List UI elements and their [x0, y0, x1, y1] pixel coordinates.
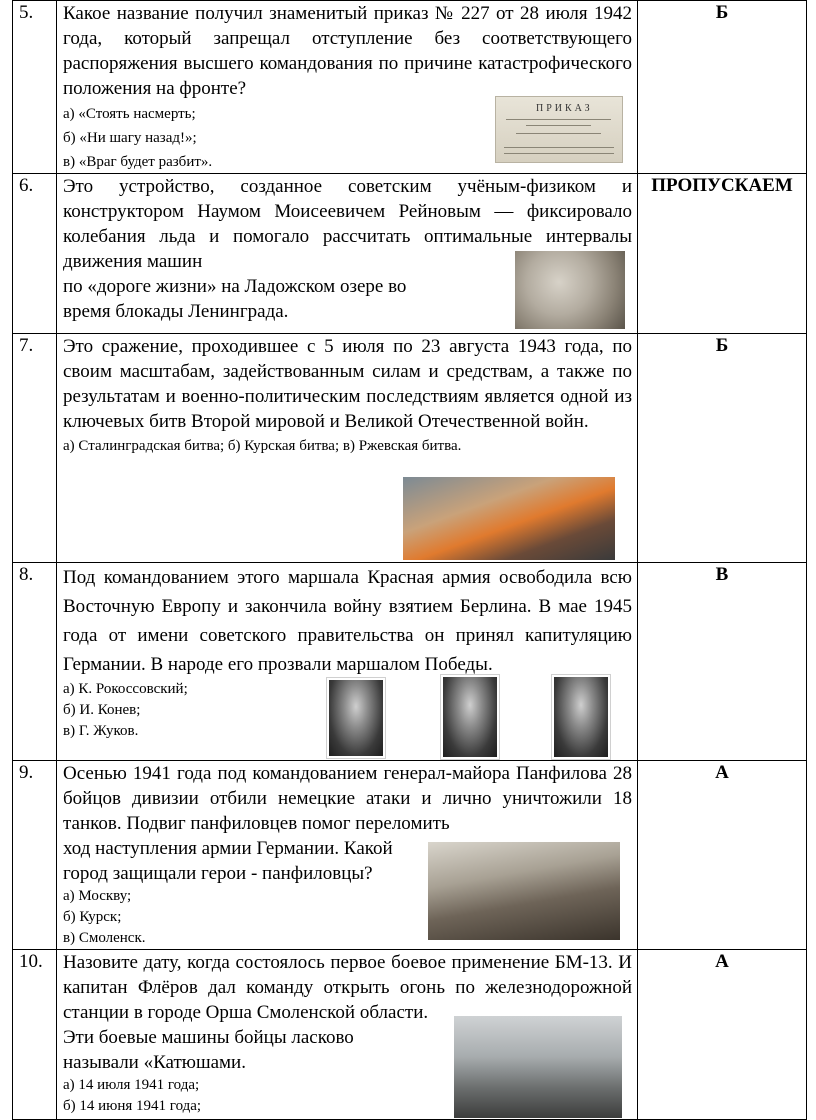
- question-text-tail-1: Эти боевые машины бойцы ласково: [63, 1027, 354, 1048]
- question-number: 8.: [13, 563, 57, 761]
- question-row-9: [13, 761, 807, 950]
- question-text: Осенью 1941 года под командованием генерал-майора Панфилова 28 бойцов дивизии отбили немецкие атаки и лично уничтожили 18 танков. Подвиг панфиловцев помог переломить: [63, 763, 632, 834]
- option-c: в) Смоленск.: [63, 930, 146, 946]
- question-number: 6.: [13, 174, 57, 334]
- question-cell: [57, 563, 638, 761]
- question-number: 10.: [13, 950, 57, 1120]
- question-cell: [57, 334, 638, 563]
- question-row-10: [13, 950, 807, 1120]
- question-text-tail-2: город защищали герои - панфиловцы?: [63, 863, 373, 884]
- portrait-konev-image: [441, 675, 499, 759]
- answer-cell: Б: [638, 1, 807, 174]
- option-a: а) Москву;: [63, 888, 132, 904]
- question-text: Под командованием этого маршала Красная армия освободила всю Восточную Европу и закончила войну взятием Берлина. В мае 1945 года от имени советского правительства он принял капитуляцию Германии. В народе его прозвали маршалом Победы.: [63, 567, 632, 675]
- option-a: а) 14 июля 1941 года;: [63, 1077, 200, 1093]
- question-text-tail-2: называли «Катюшами.: [63, 1052, 246, 1073]
- option-a: а) К. Рокоссовский;: [63, 681, 188, 697]
- options-line: а) Сталинградская битва; б) Курская битва; в) Ржевская битва.: [63, 438, 462, 454]
- answer-cell: ПРОПУСКАЕМ: [638, 174, 807, 334]
- prikaz-caption: ПРИКАЗ: [536, 103, 593, 114]
- question-text: Назовите дату, когда состоялось первое боевое применение БМ-13. И капитан Флёров дал команду открыть огонь по железнодорожной станции в городе Орша Смоленской области.: [63, 952, 632, 1023]
- option-a: а) «Стоять насмерть;: [63, 106, 196, 122]
- option-c: в) Г. Жуков.: [63, 723, 139, 739]
- option-b: б) 14 июня 1941 года;: [63, 1098, 202, 1114]
- portrait-rokossovsky-image: [327, 678, 385, 758]
- quiz-table: [12, 0, 807, 1120]
- option-b: б) «Ни шагу назад!»;: [63, 130, 197, 146]
- answer-cell: А: [638, 761, 807, 950]
- question-number: 9.: [13, 761, 57, 950]
- question-text: Это сражение, проходившее с 5 июля по 23 августа 1943 года, по своим масштабам, задействованным силам и средствам, а также по результатам и военно-политическим последствиям является одной из ключевых битв Второй мировой и Великой Отечественной войн.: [63, 336, 632, 432]
- question-cell: [57, 174, 638, 334]
- question-text: Какое название получил знаменитый приказ № 227 от 28 июля 1942 года, который запрещал отступление без соответствующего распоряжения высшего командования по причине катастрофического положения на фронте?: [63, 3, 632, 99]
- question-number: 5.: [13, 1, 57, 174]
- katyusha-image: [454, 1016, 622, 1118]
- question-text: Это устройство, созданное советским учёным-физиком и конструктором Наумом Моисеевичем Рейновым — фиксировало колебания льда и помогало рассчитать оптимальные интервалы движения машин: [63, 176, 632, 272]
- option-b: б) И. Конев;: [63, 702, 141, 718]
- ice-device-image: [515, 251, 625, 329]
- option-b: б) Курск;: [63, 909, 122, 925]
- option-c: в) «Враг будет разбит».: [63, 154, 213, 170]
- panfilov-image: [428, 842, 620, 940]
- question-text-tail-1: ход наступления армии Германии. Какой: [63, 838, 393, 859]
- question-row-5: [13, 1, 807, 174]
- question-text-tail-1: по «дороге жизни» на Ладожском озере во: [63, 276, 407, 297]
- question-row-6: [13, 174, 807, 334]
- question-row-8: [13, 563, 807, 761]
- question-cell: [57, 761, 638, 950]
- battle-image: [403, 477, 615, 560]
- prikaz-document-image: [495, 96, 623, 163]
- portrait-zhukov-image: [552, 675, 610, 759]
- question-cell: [57, 1, 638, 174]
- question-cell: [57, 950, 638, 1120]
- question-number: 7.: [13, 334, 57, 563]
- answer-cell: А: [638, 950, 807, 1120]
- question-row-7: [13, 334, 807, 563]
- question-text-tail-2: время блокады Ленинграда.: [63, 301, 289, 322]
- answer-cell: Б: [638, 334, 807, 563]
- answer-cell: В: [638, 563, 807, 761]
